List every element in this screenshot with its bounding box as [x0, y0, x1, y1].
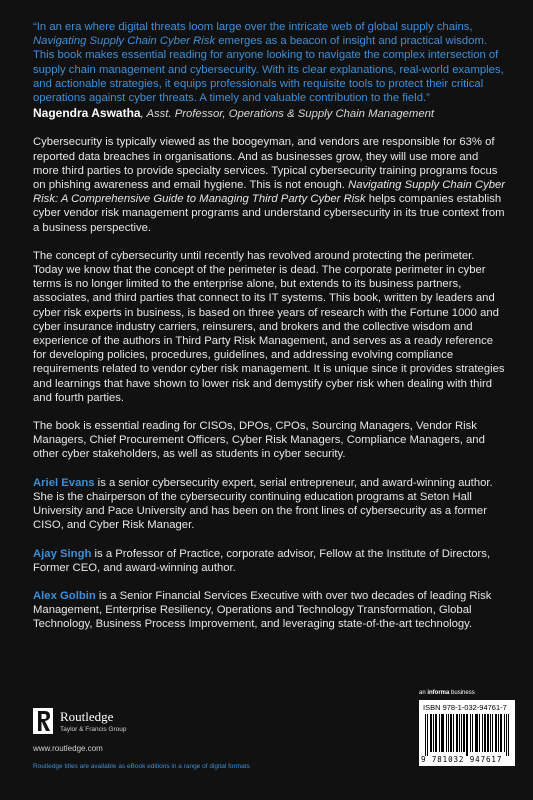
- barcode-bar: [496, 714, 497, 752]
- barcode-bar: [467, 714, 468, 756]
- barcode-bar: [500, 714, 501, 752]
- description-paragraph-2: The concept of cybersecurity until recently has revolved around protecting the perimeter. Today we know that the concept of the perimeter is dead. The corporate perimeter in cyber terms is no longer limited to the enterprise alone, but extends to its business partners, associates, and third parties that connect to its IT systems. This book, written by leaders and cyber risk experts in business, is based on three years of research with the Fortune 1000 and cyber insurance industry carriers, reinsurers, and brokers and the collective wisdom and experience of the authors in Third Party Risk Management, and serves as a ready reference for developing policies, procedures, guidelines, and addressing evolving compliance requirements related to vendor cyber risk management. It is unique since it provides strategies and learnings that have shown to lower risk and demystify cyber risk when dealing with third and fourth parties.: [33, 249, 505, 404]
- barcode-bar: [450, 714, 451, 752]
- barcode-bar: [476, 714, 477, 752]
- barcode-bar: [485, 714, 486, 752]
- barcode-bar: [501, 714, 502, 752]
- barcode-bar: [456, 714, 457, 752]
- barcode-bar: [487, 714, 488, 752]
- barcode-bar: [490, 714, 491, 752]
- barcode-bar: [453, 714, 454, 752]
- description-paragraph-1: [33, 135, 507, 234]
- barcode-bar: [443, 714, 444, 752]
- quote-text-end: emerges as a beacon of insight and practical wisdom. This book makes essential reading for anyone looking to navigate the complex intersection of supply chain management and cybersecurity. With its clear explanations, real-world examples, and actionable strategies, it equips professionals with requisite tools to protect their critical operations against cyber threats. A timely and valuable contribution to the field.”: [33, 35, 504, 105]
- barcode-bar: [495, 714, 496, 752]
- informa-brand: informa: [427, 690, 450, 696]
- author-bio-ajay-singh: [33, 547, 507, 575]
- barcode-icon: [425, 714, 509, 756]
- barcode-bar: [457, 714, 458, 752]
- barcode-bar: [492, 714, 493, 752]
- para1-text-start: Cybersecurity is typically viewed as the boogeyman, and vendors are responsible for 63% of reported data breaches in organisations. And as businesses grow, they will use more and more third parties to provide specialty services. Typical cybersecurity training programs focus on phishing awareness and email hygiene. This is not enough.: [33, 136, 498, 192]
- routledge-logo-icon: [33, 708, 53, 734]
- author-bio-alex-golbin: [33, 589, 507, 632]
- quote-book-title: Navigating Supply Chain Cyber Risk: [33, 35, 216, 48]
- publisher-group: Taylor & Francis Group: [60, 726, 127, 733]
- para1-text-end: helps companies establish cyber vendor risk management programs and understand cybersecurity in its true context from a business perspective.: [33, 193, 505, 234]
- informa-business-tag: [419, 690, 475, 696]
- para1-book-title: Navigating Supply Chain Cyber Risk: A Comprehensive Guide to Managing Third Party Cyber Risk: [33, 179, 506, 206]
- ebook-note: Routledge titles are available as eBook editions in a range of digital formats: [33, 763, 250, 770]
- barcode-bar: [439, 714, 440, 752]
- barcode-digits: 9 781032 947617: [421, 755, 503, 764]
- barcode-bar: [475, 714, 476, 752]
- barcode-bar: [504, 714, 505, 752]
- informa-suffix: business: [449, 690, 475, 696]
- endorsement-quote: [33, 20, 507, 105]
- barcode-bar: [451, 714, 452, 752]
- barcode-bar: [472, 714, 473, 752]
- barcode-bar: [430, 714, 431, 752]
- barcode-bar: [436, 714, 437, 752]
- author-name: Alex Golbin: [33, 589, 96, 602]
- barcode-bar: [464, 714, 465, 752]
- author-name: Ajay Singh: [33, 547, 92, 560]
- quote-text-start: “In an era where digital threats loom large over the intricate web of global supply chains,: [33, 21, 473, 33]
- publisher-name: Routledge: [60, 709, 114, 724]
- barcode-bar: [441, 714, 442, 752]
- author-name: Ariel Evans: [33, 476, 95, 489]
- informa-prefix: an: [419, 690, 428, 696]
- barcode-bar: [435, 714, 436, 752]
- barcode-bar: [446, 714, 447, 752]
- barcode-bar: [477, 714, 478, 752]
- barcode-bar: [427, 714, 428, 756]
- endorser-name: Nagendra Aswatha: [33, 106, 141, 121]
- publisher-url: www.routledge.com: [33, 744, 103, 753]
- barcode-bar: [479, 714, 480, 752]
- barcode-bar: [463, 714, 464, 752]
- publisher-logo: [33, 708, 233, 758]
- author-bio-text: is a senior cybersecurity expert, serial entrepreneur, and award-winning author. She is the chairperson of the cybersecurity continuing education programs at Seton Hall University and Pace University and has been on the front lines of cybersecurity as a former CISO, and Cyber Risk Manager.: [33, 476, 493, 532]
- barcode-bar: [470, 714, 471, 752]
- barcode-bar: [433, 714, 434, 752]
- barcode-bar: [506, 714, 507, 756]
- barcode-bar: [442, 714, 443, 752]
- endorsement-attribution: [33, 106, 507, 121]
- author-bio-ariel-evans: [33, 476, 507, 533]
- barcode-bar: [484, 714, 485, 752]
- author-bio-text: is a Professor of Practice, corporate advisor, Fellow at the Institute of Directors, Former CEO, and award-winning author.: [33, 547, 491, 574]
- barcode-bar: [488, 714, 489, 752]
- isbn-label: ISBN 978-1-032-94761-7: [423, 703, 507, 712]
- barcode-bar: [459, 714, 460, 752]
- barcode-bar: [448, 714, 449, 752]
- barcode-bar: [482, 714, 483, 752]
- barcode-bar: [461, 714, 462, 752]
- isbn-barcode: [419, 700, 515, 766]
- author-bio-text: is a Senior Financial Services Executive with over two decades of leading Risk Management, Enterprise Resiliency, Operations and Technology Transformation, Global Technology, Business Process Improvement, and leveraging state-of-the-art technology.: [33, 589, 492, 631]
- cover-text: [33, 20, 507, 632]
- endorser-role: , Asst. Professor, Operations & Supply Chain Management: [140, 108, 435, 121]
- barcode-bar: [431, 714, 432, 752]
- barcode-bar: [425, 714, 426, 756]
- barcode-bar: [508, 714, 509, 756]
- barcode-bar: [498, 714, 499, 752]
- description-paragraph-3: The book is essential reading for CISOs, DPOs, CPOs, Sourcing Managers, Vendor Risk Managers, Chief Procurement Officers, Cyber Risk Managers, Compliance Managers, and other cyber stakeholders, as well as students in cyber security.: [33, 420, 485, 461]
- barcode-bar: [466, 714, 467, 756]
